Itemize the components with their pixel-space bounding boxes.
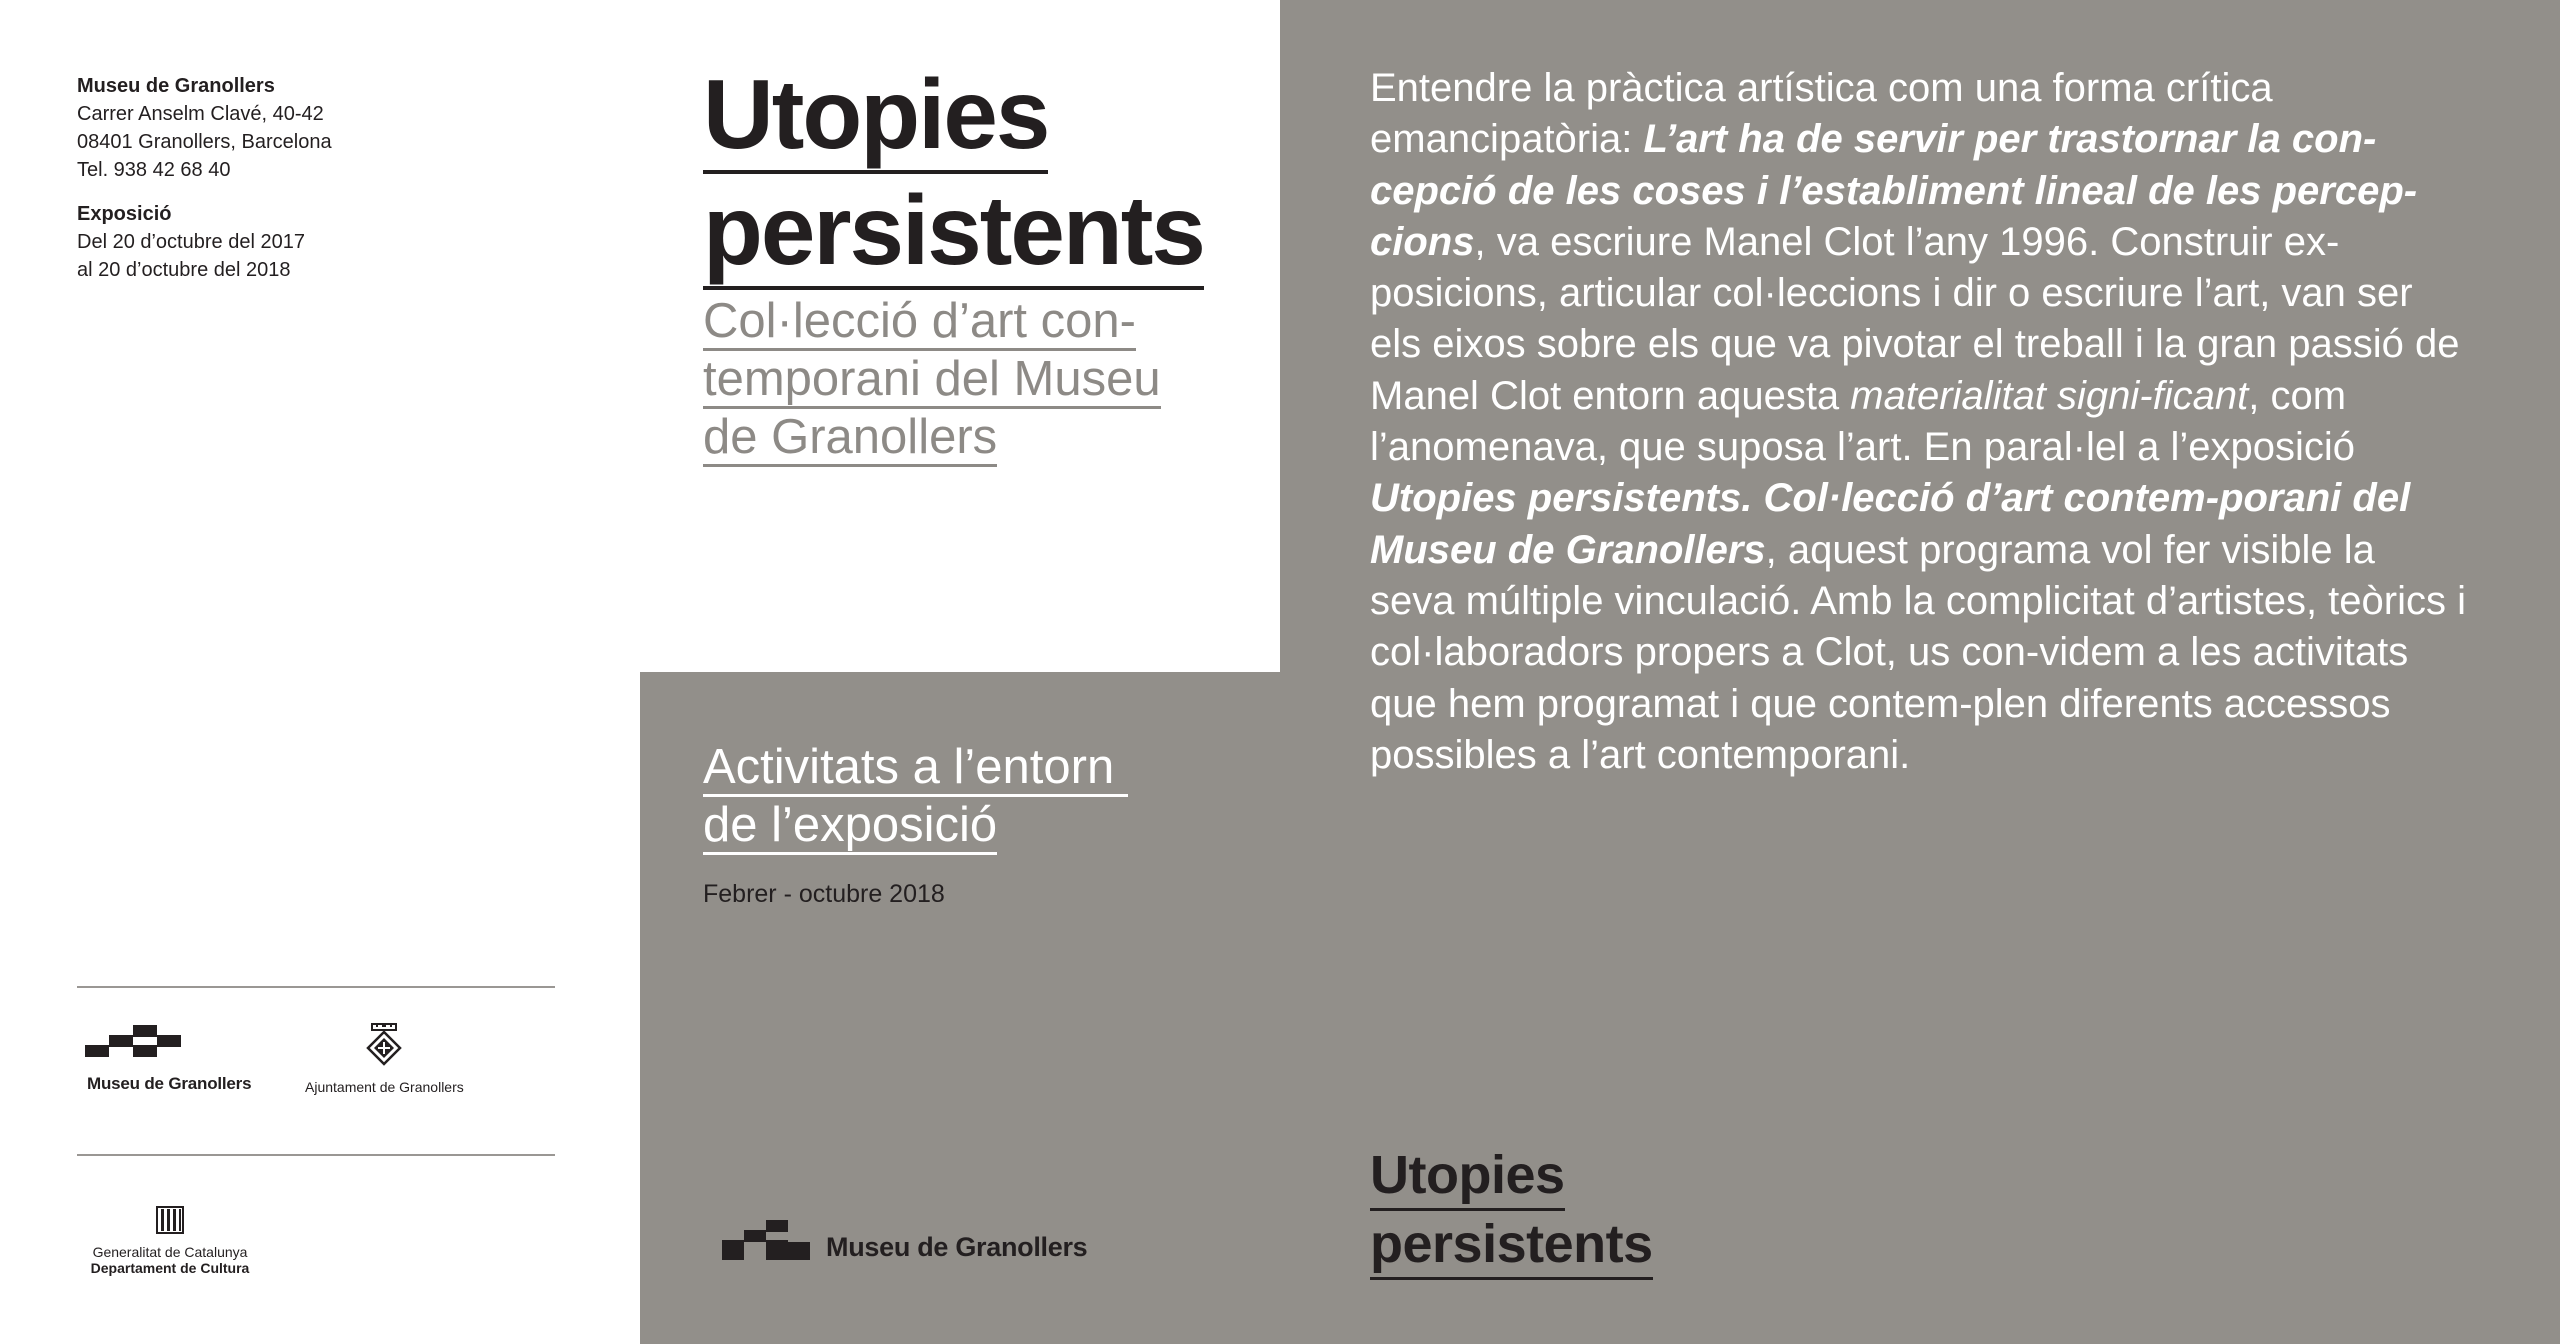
body-exhibition-title: Utopies persistents. Col·lecció d’art contem-porani del Museu de Granollers (1370, 476, 2411, 572)
main-title (703, 58, 1204, 290)
main-title-line-2: persistents (703, 174, 1204, 290)
ajuntament-crest-icon (364, 1022, 404, 1068)
museum-logo-small-label: Museu de Granollers (87, 1074, 252, 1093)
body-text-2: , va escriure Manel Clot l’any 1996. Construir ex-posicions, articular col·leccions i dir o escriure l’art, van ser els eixos sobre els que va pivotar el treball i la gran passió de Manel Clot entorn aquesta (1370, 219, 2460, 418)
generalitat-emblem-icon (155, 1205, 185, 1235)
ajuntament-logo (305, 1022, 464, 1095)
museum-logo-large (722, 1220, 1087, 1263)
address-line-2: 08401 Granollers, Barcelona (77, 131, 332, 153)
body-paragraph (1370, 63, 2470, 781)
exhibition-heading: Exposició (77, 203, 172, 225)
secondary-title-line-1: Utopies (1370, 1142, 1565, 1211)
divider-bottom (77, 1154, 555, 1156)
activities-line-1: Activitats a l’entorn (703, 740, 1128, 797)
generalitat-logo (80, 1205, 260, 1276)
secondary-title-line-2: persistents (1370, 1211, 1653, 1280)
subtitle-line-1: Col·lecció d’art con- (703, 294, 1136, 351)
body-italic-term: materialitat signi-ficant (1850, 373, 2249, 418)
museum-logo-small (85, 1025, 251, 1094)
generalitat-line-2: Departament de Cultura (90, 1260, 250, 1276)
contact-info (77, 72, 497, 284)
ajuntament-label: Ajuntament de Granollers (305, 1079, 464, 1095)
exhibition-dates-line-2: al 20 d’octubre del 2018 (77, 259, 291, 281)
main-title-line-1: Utopies (703, 58, 1048, 174)
secondary-title (1370, 1142, 1653, 1280)
activities-heading (703, 738, 1243, 854)
generalitat-line-1: Generalitat de Catalunya (92, 1244, 248, 1260)
museum-logo-mark-large-icon (722, 1220, 810, 1260)
address-line-1: Carrer Anselm Clavé, 40-42 (77, 103, 324, 125)
body-text-1: Entendre la pràctica artística com una forma crítica emancipatòria: (1370, 66, 2273, 162)
phone: Tel. 938 42 68 40 (77, 159, 231, 181)
exhibition-dates-line-1: Del 20 d’octubre del 2017 (77, 231, 305, 253)
subtitle-line-2: temporani del Museu (703, 352, 1161, 409)
museum-name: Museu de Granollers (77, 75, 275, 97)
body-text-3: , com l’anomenava, que suposa l’art. En paral·lel a l’exposició (1370, 373, 2355, 470)
body-text-4: , aquest programa vol fer visible la seva múltiple vinculació. Amb la complicitat d’artistes, teòrics i col·laboradors propers a Clot, us con-videm a les activitats que hem programat i que contem-plen diferents accessos possibles a l’art contemporani. (1370, 527, 2466, 777)
subtitle-line-3: de Granollers (703, 410, 997, 467)
museum-logo-large-label: Museu de Granollers (826, 1232, 1088, 1262)
activities-dates: Febrer - octubre 2018 (703, 880, 945, 908)
museum-logo-mark-icon (85, 1025, 205, 1061)
activities-line-2: de l’exposició (703, 798, 997, 855)
subtitle (703, 292, 1263, 466)
divider-top (77, 986, 555, 988)
body-quote: L’art ha de servir per trastornar la con-cepció de les coses i l’establiment lineal de les percep-cions (1370, 117, 2418, 264)
